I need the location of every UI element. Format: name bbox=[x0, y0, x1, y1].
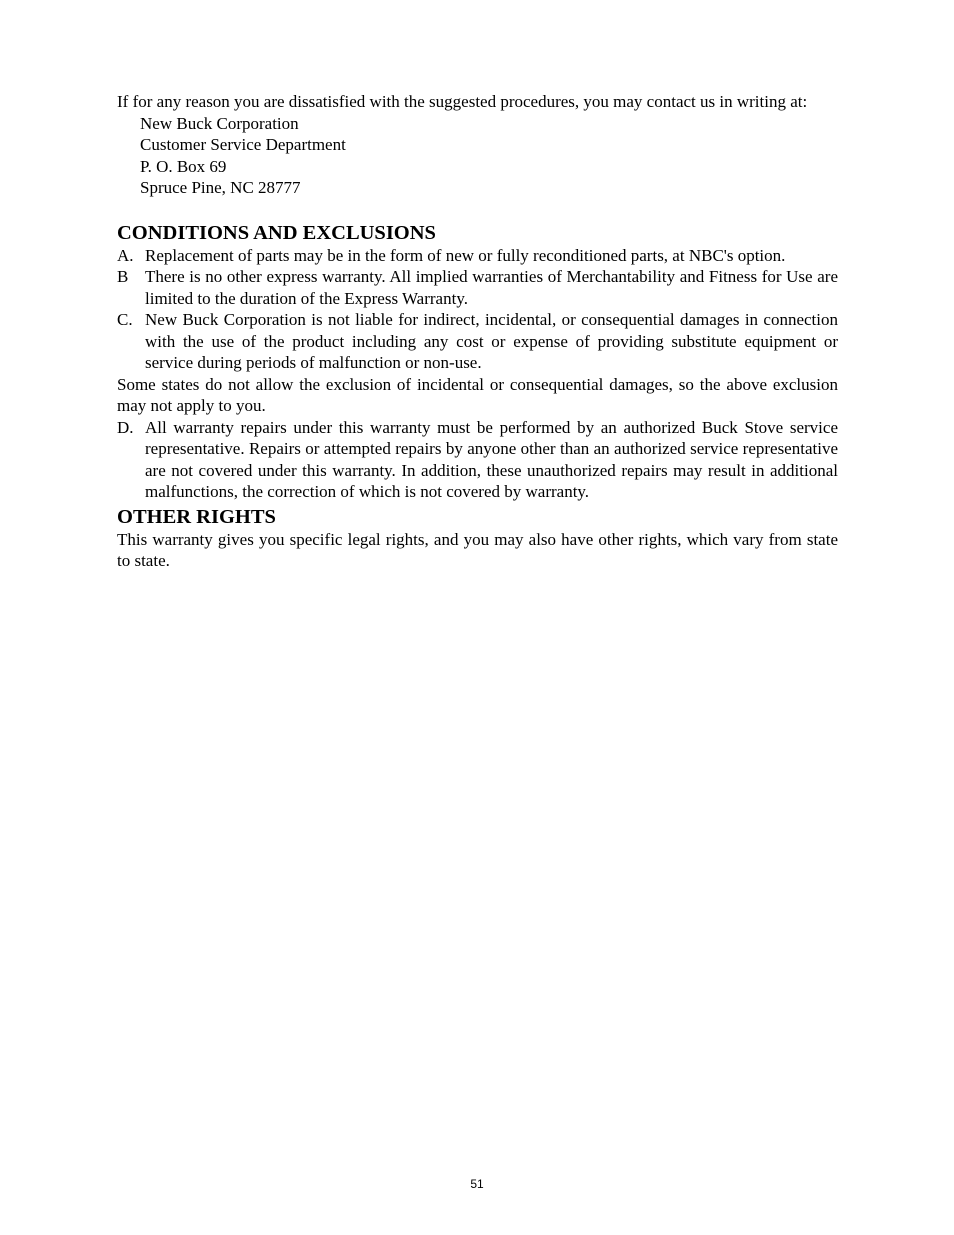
address-line-department: Customer Service Department bbox=[140, 135, 346, 154]
condition-item-a bbox=[117, 245, 838, 267]
mailing-address bbox=[140, 113, 838, 199]
condition-marker: D. bbox=[117, 417, 134, 437]
other-rights-paragraph: This warranty gives you specific legal rights, and you may also have other rights, which vary from state to state. bbox=[117, 529, 838, 570]
address-line-po-box: P. O. Box 69 bbox=[140, 156, 227, 176]
other-rights-heading: OTHER RIGHTS bbox=[117, 505, 276, 528]
address-line-city: Spruce Pine, NC 28777 bbox=[140, 178, 301, 197]
intro-paragraph: If for any reason you are dissatisfied with the suggested procedures, you may contact us in writing at: bbox=[117, 92, 808, 111]
condition-marker: A. bbox=[117, 245, 134, 265]
address-line-company: New Buck Corporation bbox=[140, 113, 299, 133]
condition-item-c bbox=[117, 309, 838, 374]
condition-text: New Buck Corporation is not liable for indirect, incidental, or consequential damages in connection with the use of the product including any cost or expense of providing substitute equipment or service during periods of malfunction or non-use. bbox=[145, 310, 838, 372]
condition-marker: C. bbox=[117, 310, 133, 329]
document-page bbox=[117, 91, 838, 572]
conditions-heading: CONDITIONS AND EXCLUSIONS bbox=[117, 221, 436, 244]
condition-marker: B bbox=[117, 267, 129, 286]
condition-text: All warranty repairs under this warranty must be performed by an authorized Buck Stove service representative. Repairs or attempted repairs by anyone other than an authorized service representative are not covered under this warranty. In addition, these unauthorized repairs may result in additional malfunctions, the correction of which is not covered by warranty. bbox=[145, 417, 838, 501]
condition-text: Replacement of parts may be in the form of new or fully reconditioned parts, at NBC's option. bbox=[145, 245, 786, 265]
condition-item-d bbox=[117, 417, 838, 503]
page-number: 51 bbox=[470, 1177, 484, 1191]
condition-item-b bbox=[117, 266, 838, 309]
states-exclusion-note: Some states do not allow the exclusion of incidental or consequential damages, so the above exclusion may not apply to you. bbox=[117, 374, 838, 415]
condition-text: There is no other express warranty. All implied warranties of Merchantability and Fitness for Use are limited to the duration of the Express Warranty. bbox=[145, 267, 838, 308]
